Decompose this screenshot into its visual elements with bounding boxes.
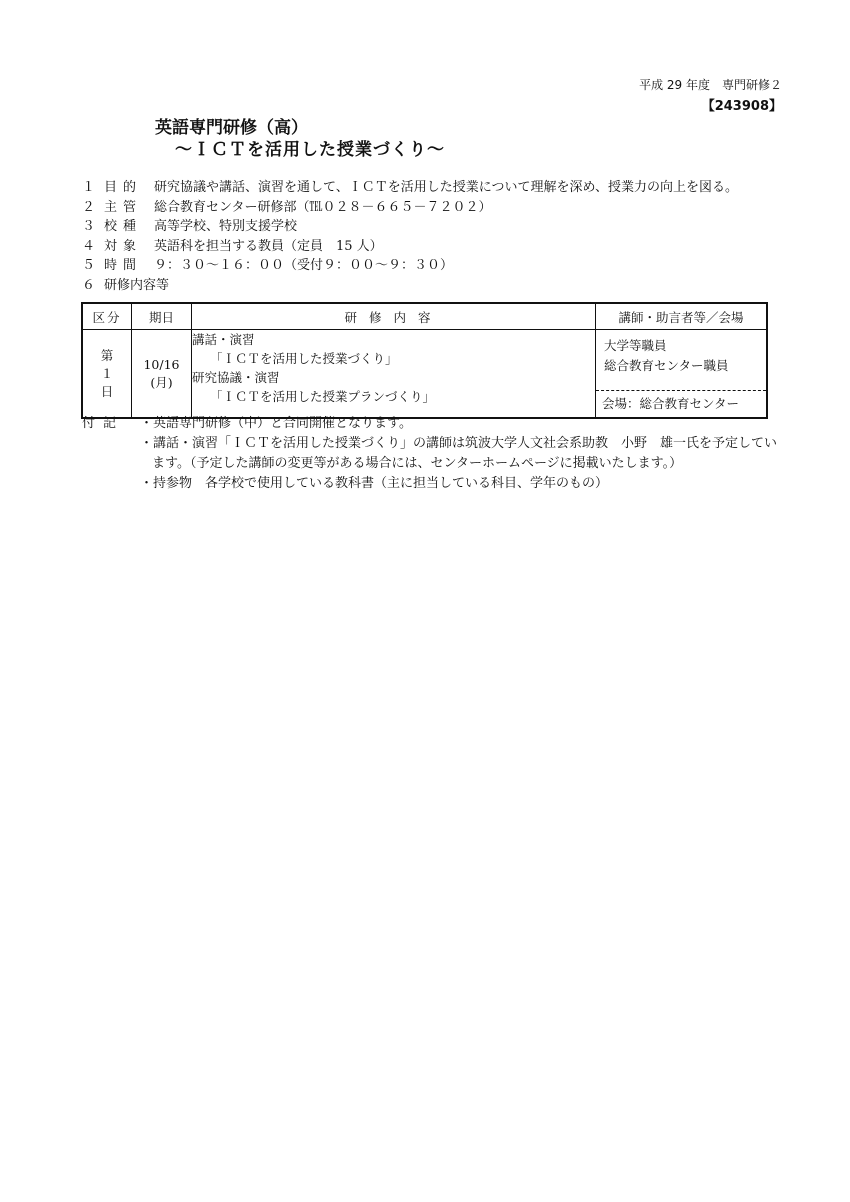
session-type: 講話・演習: [192, 332, 255, 347]
info-label: 時間: [104, 258, 143, 273]
info-value: 研究協議や講話、演習を通して、ＩＣＴを活用した授業について理解を深め、授業力の向上を図る。: [154, 180, 738, 195]
note-item: ・英語専門研修（中）と合同開催となります。: [140, 416, 412, 431]
info-number: ５: [82, 258, 96, 273]
course-code: 【243908】: [701, 99, 782, 114]
info-number: ６: [82, 277, 96, 293]
info-row-contents: [82, 276, 782, 296]
info-row-organizer: [82, 198, 782, 218]
day-char: 日: [100, 383, 114, 399]
lecturer-list: [596, 330, 766, 390]
header-content: 研修内容: [192, 303, 596, 330]
info-row-target: [82, 237, 782, 257]
info-label: 目的: [104, 180, 143, 195]
session-title: 「ＩＣＴを活用した授業プランづくり」: [210, 389, 436, 404]
info-label: 対象: [104, 238, 143, 254]
session-title: 「ＩＣＴを活用した授業づくり」: [210, 351, 398, 366]
lecturer-item: 大学等職員: [604, 338, 667, 353]
info-label: 主管: [104, 199, 143, 215]
date-cell: [132, 330, 192, 419]
info-label: 研修内容等: [104, 277, 170, 293]
table-row: [82, 330, 767, 419]
notes-list: [140, 414, 782, 494]
info-row-school-type: [82, 217, 782, 237]
weekday-value: (月): [150, 374, 173, 390]
info-number: １: [82, 180, 96, 195]
info-value: 高等学校、特別支援学校: [154, 219, 298, 234]
info-row-time: [82, 256, 782, 276]
venue: 会場：総合教育センター: [596, 390, 766, 417]
info-value: 総合教育センター研修部（℡０２８－６６５－７２０２）: [154, 199, 492, 215]
content-cell: [192, 330, 596, 419]
day-char: 第: [100, 347, 114, 363]
day-number: １: [100, 365, 114, 381]
info-row-purpose: [82, 178, 782, 198]
note-item: ・講話・演習「ＩＣＴを活用した授業づくり」の講師は筑波大学人文社会系助教 小野 雄一氏を予定しています。（予定した講師の変更等がある場合には、センターホームページに掲載いたします。）: [140, 436, 778, 471]
notes-label: 付記: [82, 416, 125, 431]
page-subtitle: ～ＩＣＴを活用した授業づくり～: [175, 140, 445, 160]
table-header-row: [82, 303, 767, 330]
fiscal-year-label: 平成 29 年度 専門研修２: [639, 78, 782, 92]
schedule-table: [81, 302, 768, 419]
session-type: 研究協議・演習: [192, 370, 280, 385]
info-number: ３: [82, 219, 96, 234]
info-value: 英語科を担当する教員（定員 15 人）: [154, 238, 383, 254]
notes-section: [82, 414, 782, 494]
note-item: ・持参物 各学校で使用している教科書（主に担当している科目、学年のもの）: [140, 476, 609, 491]
header-lecturer: 講師・助言者等／会場: [596, 303, 768, 330]
info-value: ９：３０～１６：００（受付９：００～９：３０）: [154, 258, 454, 273]
info-number: ２: [82, 199, 96, 215]
info-number: ４: [82, 238, 96, 254]
header-date: 期日: [132, 303, 192, 330]
page-title: 英語専門研修（高）: [155, 118, 308, 138]
header-kubun: 区分: [82, 303, 132, 330]
lecturer-cell: [596, 330, 768, 419]
course-info-list: [82, 178, 782, 295]
day-cell: [82, 330, 132, 419]
date-value: 10/16: [143, 356, 180, 372]
info-label: 校種: [104, 219, 143, 234]
lecturer-item: 総合教育センター職員: [604, 358, 729, 373]
